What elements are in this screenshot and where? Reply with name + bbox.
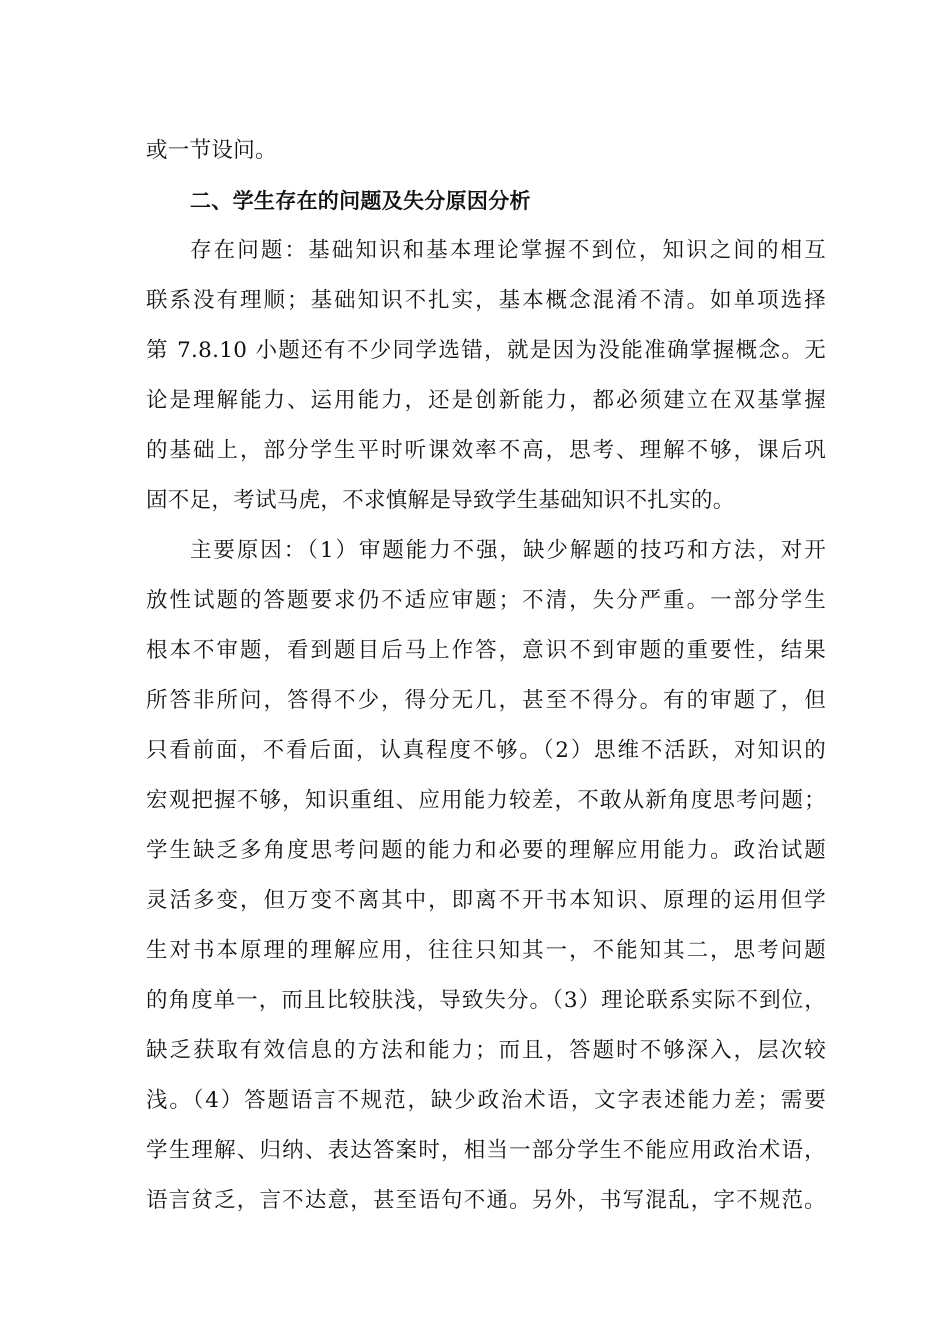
paragraph-line: 联系没有理顺；基础知识不扎实，基本概念混淆不清。如单项选择 [146, 288, 826, 313]
paragraph-line: 论是理解能力、运用能力，还是创新能力，都必须建立在双基掌握 [146, 388, 826, 413]
paragraph-line: 学生缺乏多角度思考问题的能力和必要的理解应用能力。政治试题 [146, 838, 826, 863]
paragraph-line: 第 7.8.10 小题还有不少同学选错，就是因为没能准确掌握概念。无 [146, 338, 826, 363]
paragraph-line: 放性试题的答题要求仍不适应审题；不清，失分严重。一部分学生 [146, 588, 826, 613]
paragraph-line: 学生理解、归纳、表达答案时，相当一部分学生不能应用政治术语， [146, 1138, 826, 1163]
paragraph-line: 根本不审题，看到题目后马上作答，意识不到审题的重要性，结果 [146, 638, 826, 663]
paragraph-line: 缺乏获取有效信息的方法和能力；而且，答题时不够深入，层次较 [146, 1038, 826, 1063]
paragraph-line: 宏观把握不够，知识重组、应用能力较差，不敢从新角度思考问题； [146, 788, 826, 813]
continuation-line: 或一节设问。 [146, 138, 277, 163]
section-heading: 二、学生存在的问题及失分原因分析 [190, 189, 531, 213]
paragraph-line: 只看前面，不看后面，认真程度不够。（2）思维不活跃，对知识的 [146, 738, 826, 763]
paragraph-line: 的角度单一，而且比较肤浅，导致失分。（3）理论联系实际不到位， [146, 988, 826, 1013]
paragraph-line: 的基础上，部分学生平时听课效率不高，思考、理解不够，课后巩 [146, 438, 826, 463]
paragraph-line: 固不足，考试马虎，不求慎解是导致学生基础知识不扎实的。 [146, 488, 735, 513]
paragraph-line: 浅。（4）答题语言不规范，缺少政治术语，文字表述能力差；需要 [146, 1088, 826, 1113]
paragraph-line: 语言贫乏，言不达意，甚至语句不通。另外，书写混乱，字不规范。 [146, 1188, 826, 1213]
paragraph-line: 所答非所问，答得不少，得分无几，甚至不得分。有的审题了，但 [146, 688, 826, 713]
paragraph-line: 存在问题：基础知识和基本理论掌握不到位，知识之间的相互 [190, 238, 826, 263]
paragraph-line: 主要原因：（1）审题能力不强，缺少解题的技巧和方法，对开 [190, 538, 826, 563]
paragraph-line: 生对书本原理的理解应用，往往只知其一，不能知其二，思考问题 [146, 938, 826, 963]
paragraph-line: 灵活多变，但万变不离其中，即离不开书本知识、原理的运用但学 [146, 888, 826, 913]
